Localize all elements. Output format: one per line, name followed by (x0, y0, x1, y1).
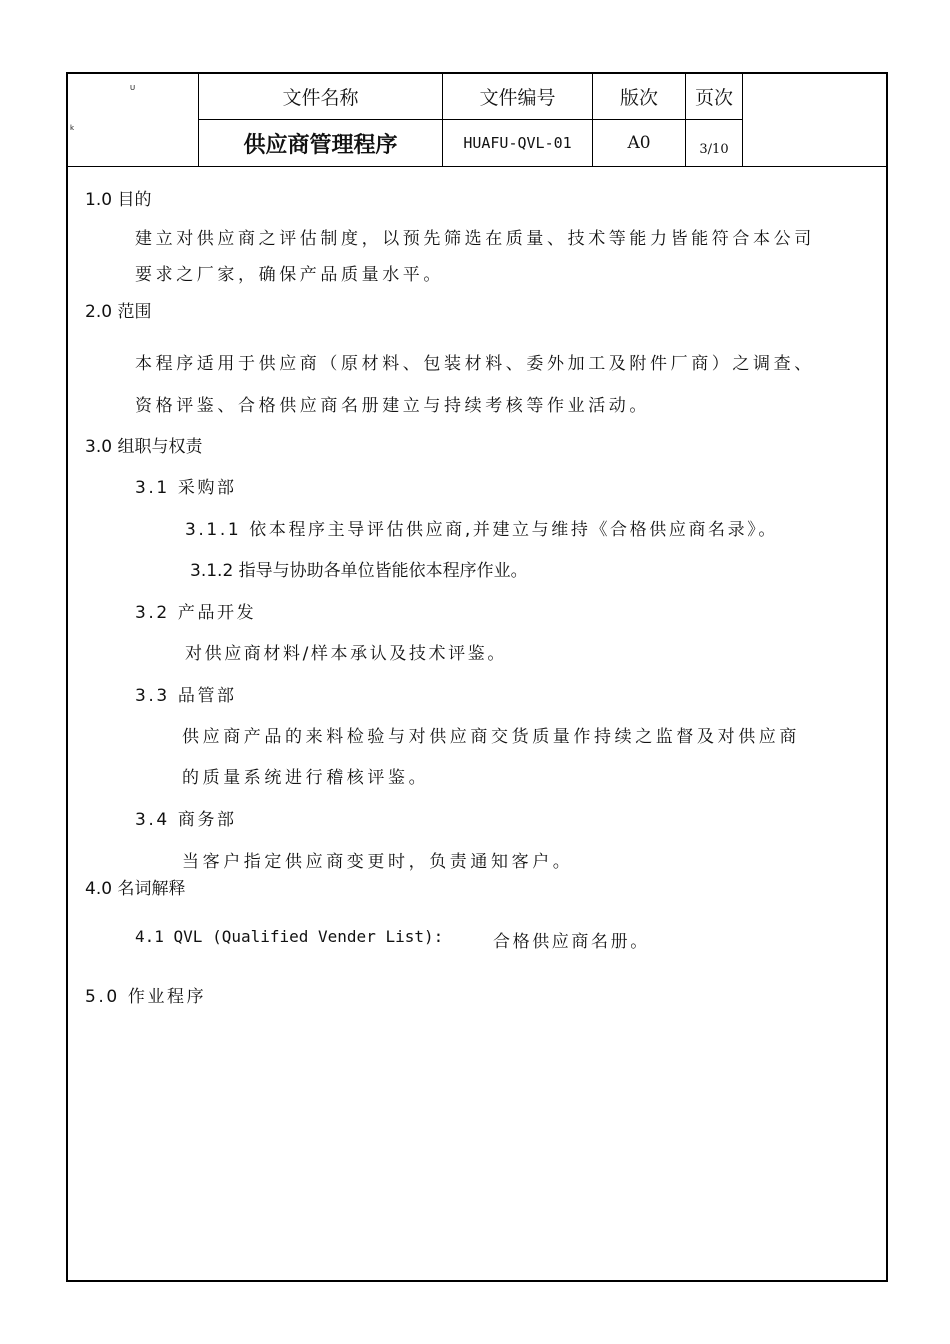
subsection-heading: 3.4 商务部 (135, 810, 237, 830)
subsection-heading: 3.3 品管部 (135, 686, 237, 706)
section-heading: 5.0 作业程序 (85, 987, 207, 1007)
document-title: 供应商管理程序 (243, 132, 398, 158)
section-heading: 1.0 目的 (85, 190, 152, 210)
file-number-label: 文件编号 (479, 87, 556, 109)
subsection-item: 3.1.1 依本程序主导评估供应商,并建立与维持《合格供应商名录》。 (185, 520, 778, 540)
subsection-heading: 3.1 采购部 (135, 478, 237, 498)
page-label: 页次 (694, 87, 733, 109)
file-name-label: 文件名称 (282, 87, 359, 109)
term-definition: 合格供应商名册。 (493, 932, 650, 952)
subsection-text: 当客户指定供应商变更时，负责通知客户。 (182, 852, 574, 872)
section-heading: 4.0 名词解释 (85, 879, 186, 899)
document-header-table (68, 74, 886, 167)
section-heading: 2.0 范围 (85, 302, 152, 322)
corner-mark: k (70, 124, 75, 132)
version-label: 版次 (619, 87, 658, 109)
version-value: A0 (627, 133, 651, 153)
subsection-text: 的质量系统进行稽核评鉴。 (182, 768, 430, 788)
subsection-heading: 3.2 产品开发 (135, 603, 257, 623)
section-heading: 3.0 组职与权责 (85, 437, 203, 457)
term-name: 4.1 QVL (Qualified Vender List): (135, 927, 444, 946)
document-frame (66, 72, 888, 1282)
corner-mark: U (130, 84, 136, 92)
document-number: HUAFU-QVL-01 (463, 134, 572, 152)
section-paragraph-line: 要求之厂家，确保产品质量水平。 (135, 265, 444, 285)
subsection-text: 对供应商材料/样本承认及技术评鉴。 (185, 644, 507, 664)
section-paragraph-line: 资格评鉴、合格供应商名册建立与持续考核等作业活动。 (135, 396, 650, 416)
page-value: 3/10 (699, 141, 729, 157)
section-paragraph-line: 建立对供应商之评估制度，以预先筛选在质量、技术等能力皆能符合本公司 (135, 229, 815, 249)
subsection-text: 供应商产品的来料检验与对供应商交货质量作持续之监督及对供应商 (182, 727, 800, 747)
section-paragraph-line: 本程序适用于供应商（原材料、包装材料、委外加工及附件厂商）之调查、 (135, 354, 815, 374)
header-divider (742, 74, 743, 166)
subsection-item: 3.1.2 指导与协助各单位皆能依本程序作业。 (190, 561, 528, 581)
